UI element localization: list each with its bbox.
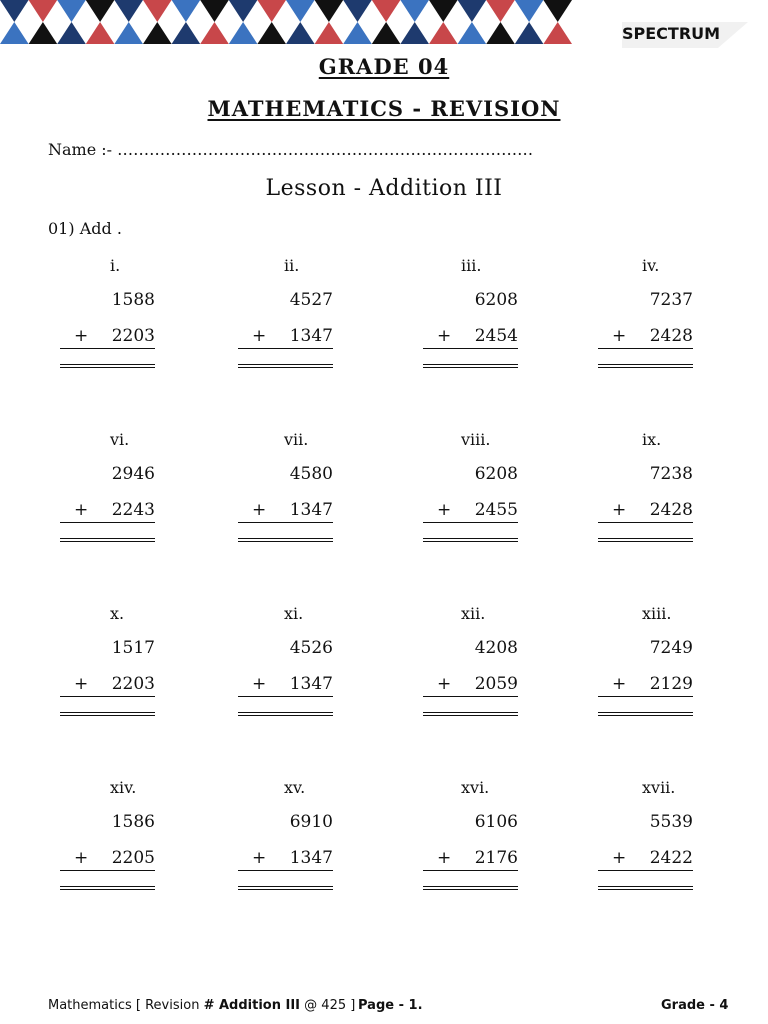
second-addend-row bbox=[60, 848, 155, 871]
banner-triangle bbox=[257, 0, 286, 22]
problem-number: ix. bbox=[642, 430, 662, 449]
banner-triangle bbox=[114, 22, 143, 44]
banner-triangle bbox=[29, 22, 58, 44]
second-addend-row bbox=[60, 500, 155, 523]
plus-sign: + bbox=[612, 674, 627, 694]
answer-line bbox=[423, 712, 518, 716]
plus-sign: + bbox=[437, 500, 452, 520]
second-addend-row bbox=[423, 848, 518, 871]
first-addend: 1588 bbox=[111, 290, 155, 310]
problem-number: vi. bbox=[110, 430, 130, 449]
addition-problem bbox=[598, 604, 718, 744]
plus-sign: + bbox=[437, 848, 452, 868]
first-addend: 2946 bbox=[111, 464, 155, 484]
addition-problem bbox=[60, 256, 180, 396]
plus-sign: + bbox=[74, 674, 89, 694]
second-addend-row bbox=[423, 500, 518, 523]
second-addend-row bbox=[598, 674, 693, 697]
problem-number: ii. bbox=[284, 256, 300, 275]
banner-triangle bbox=[486, 22, 515, 44]
banner-triangle bbox=[400, 22, 429, 44]
subject-title: MATHEMATICS - REVISION bbox=[207, 96, 561, 121]
banner-triangle bbox=[0, 22, 29, 44]
second-addend-row bbox=[423, 674, 518, 697]
name-field: Name :- …………………………………………………………………… bbox=[48, 140, 534, 159]
plus-sign: + bbox=[74, 848, 89, 868]
footer-grade bbox=[661, 998, 728, 1013]
addition-problem bbox=[238, 256, 358, 396]
addition-problem bbox=[598, 256, 718, 396]
banner-triangle bbox=[429, 0, 458, 22]
banner-triangle bbox=[343, 0, 372, 22]
second-addend-row bbox=[238, 326, 333, 349]
second-addend: 2203 bbox=[111, 326, 155, 346]
banner-triangle bbox=[229, 22, 258, 44]
problem-number: xiii. bbox=[642, 604, 672, 623]
plus-sign: + bbox=[252, 500, 267, 520]
first-addend: 6208 bbox=[474, 290, 518, 310]
second-addend-row bbox=[238, 500, 333, 523]
answer-line bbox=[598, 364, 693, 368]
addition-problem bbox=[60, 604, 180, 744]
addition-problem bbox=[238, 604, 358, 744]
problem-number: xii. bbox=[461, 604, 486, 623]
addition-problem bbox=[238, 430, 358, 570]
banner-triangle bbox=[143, 0, 172, 22]
problem-number: xi. bbox=[284, 604, 304, 623]
brand-logo bbox=[622, 22, 752, 48]
addition-problem bbox=[60, 778, 180, 918]
second-addend: 2422 bbox=[649, 848, 693, 868]
plus-sign: + bbox=[74, 500, 89, 520]
addition-problem bbox=[598, 778, 718, 918]
second-addend: 1347 bbox=[289, 500, 333, 520]
first-addend: 4526 bbox=[289, 638, 333, 658]
first-addend: 5539 bbox=[649, 812, 693, 832]
lesson-title: Lesson - Addition III bbox=[265, 176, 503, 201]
problem-number: iv. bbox=[642, 256, 660, 275]
second-addend-row bbox=[238, 674, 333, 697]
answer-line bbox=[60, 886, 155, 890]
answer-line bbox=[238, 538, 333, 542]
banner-triangle bbox=[315, 0, 344, 22]
first-addend: 7238 bbox=[649, 464, 693, 484]
footer-page bbox=[358, 998, 423, 1013]
banner-triangle bbox=[286, 0, 315, 22]
banner-triangle bbox=[315, 22, 344, 44]
addition-problem bbox=[423, 604, 543, 744]
addition-problem bbox=[598, 430, 718, 570]
problem-number: viii. bbox=[461, 430, 491, 449]
banner-triangle bbox=[86, 22, 115, 44]
banner-triangle bbox=[257, 22, 286, 44]
banner-triangle bbox=[57, 0, 86, 22]
banner-triangle bbox=[0, 0, 29, 22]
addition-problem bbox=[423, 430, 543, 570]
problem-number: iii. bbox=[461, 256, 482, 275]
plus-sign: + bbox=[612, 848, 627, 868]
second-addend: 2203 bbox=[111, 674, 155, 694]
first-addend: 4580 bbox=[289, 464, 333, 484]
banner-triangle bbox=[143, 22, 172, 44]
second-addend: 2454 bbox=[474, 326, 518, 346]
addition-problem bbox=[423, 256, 543, 396]
banner-triangle bbox=[57, 22, 86, 44]
answer-line bbox=[423, 538, 518, 542]
second-addend-row bbox=[598, 326, 693, 349]
plus-sign: + bbox=[437, 326, 452, 346]
second-addend: 1347 bbox=[289, 326, 333, 346]
second-addend-row bbox=[60, 326, 155, 349]
banner-triangle bbox=[458, 22, 487, 44]
first-addend: 7237 bbox=[649, 290, 693, 310]
second-addend: 1347 bbox=[289, 674, 333, 694]
banner-triangle bbox=[458, 0, 487, 22]
problem-number: xvi. bbox=[461, 778, 490, 797]
second-addend-row bbox=[238, 848, 333, 871]
first-addend: 7249 bbox=[649, 638, 693, 658]
plus-sign: + bbox=[437, 674, 452, 694]
plus-sign: + bbox=[252, 326, 267, 346]
banner-triangle bbox=[200, 22, 229, 44]
plus-sign: + bbox=[612, 500, 627, 520]
problem-number: xiv. bbox=[110, 778, 137, 797]
addition-problem bbox=[423, 778, 543, 918]
answer-line bbox=[598, 886, 693, 890]
banner-triangle bbox=[172, 22, 201, 44]
banner-triangle bbox=[372, 22, 401, 44]
second-addend: 2428 bbox=[649, 500, 693, 520]
answer-line bbox=[238, 364, 333, 368]
banner-triangle bbox=[543, 0, 572, 22]
banner-triangle bbox=[286, 22, 315, 44]
footer-subject-prefix: Mathematics [ Revision bbox=[48, 998, 204, 1013]
question-label: 01) Add . bbox=[48, 219, 122, 238]
answer-line bbox=[598, 538, 693, 542]
problem-number: x. bbox=[110, 604, 125, 623]
answer-line bbox=[598, 712, 693, 716]
banner-triangle bbox=[200, 0, 229, 22]
second-addend-row bbox=[423, 326, 518, 349]
footer-subject-suffix: @ 425 ] bbox=[300, 998, 356, 1013]
problem-number: xv. bbox=[284, 778, 306, 797]
answer-line bbox=[423, 886, 518, 890]
footer-grade-label: Grade - 4 bbox=[661, 998, 729, 1013]
banner-triangle bbox=[429, 22, 458, 44]
second-addend: 2176 bbox=[474, 848, 518, 868]
answer-line bbox=[60, 538, 155, 542]
second-addend-row bbox=[598, 500, 693, 523]
banner-triangle bbox=[114, 0, 143, 22]
grade-title: GRADE 04 bbox=[318, 54, 450, 79]
second-addend: 2129 bbox=[649, 674, 693, 694]
plus-sign: + bbox=[74, 326, 89, 346]
first-addend: 6910 bbox=[289, 812, 333, 832]
banner-triangle bbox=[400, 0, 429, 22]
first-addend: 6106 bbox=[474, 812, 518, 832]
answer-line bbox=[60, 364, 155, 368]
banner-triangle bbox=[543, 22, 572, 44]
footer-subject bbox=[48, 998, 355, 1013]
answer-line bbox=[238, 712, 333, 716]
addition-problem bbox=[238, 778, 358, 918]
second-addend: 2059 bbox=[474, 674, 518, 694]
second-addend: 2205 bbox=[111, 848, 155, 868]
second-addend: 2455 bbox=[474, 500, 518, 520]
header-banner bbox=[0, 0, 572, 44]
footer-lesson: # Addition III bbox=[203, 998, 301, 1013]
banner-triangle bbox=[343, 22, 372, 44]
banner-triangle bbox=[172, 0, 201, 22]
second-addend: 2428 bbox=[649, 326, 693, 346]
banner-triangle bbox=[372, 0, 401, 22]
first-addend: 1517 bbox=[111, 638, 155, 658]
banner-triangle bbox=[29, 0, 58, 22]
plus-sign: + bbox=[252, 674, 267, 694]
brand-name: SPECTRUM bbox=[622, 24, 721, 43]
second-addend: 2243 bbox=[111, 500, 155, 520]
answer-line bbox=[238, 886, 333, 890]
banner-triangle bbox=[229, 0, 258, 22]
banner-triangle bbox=[486, 0, 515, 22]
answer-line bbox=[423, 364, 518, 368]
footer-page-label: Page - 1. bbox=[358, 998, 423, 1013]
problem-number: i. bbox=[110, 256, 121, 275]
second-addend-row bbox=[598, 848, 693, 871]
addition-problem bbox=[60, 430, 180, 570]
plus-sign: + bbox=[612, 326, 627, 346]
first-addend: 4527 bbox=[289, 290, 333, 310]
banner-triangle bbox=[515, 22, 544, 44]
answer-line bbox=[60, 712, 155, 716]
first-addend: 4208 bbox=[474, 638, 518, 658]
plus-sign: + bbox=[252, 848, 267, 868]
banner-triangle bbox=[86, 0, 115, 22]
first-addend: 6208 bbox=[474, 464, 518, 484]
problem-number: xvii. bbox=[642, 778, 676, 797]
second-addend: 1347 bbox=[289, 848, 333, 868]
first-addend: 1586 bbox=[111, 812, 155, 832]
problem-number: vii. bbox=[284, 430, 309, 449]
banner-triangle bbox=[515, 0, 544, 22]
second-addend-row bbox=[60, 674, 155, 697]
